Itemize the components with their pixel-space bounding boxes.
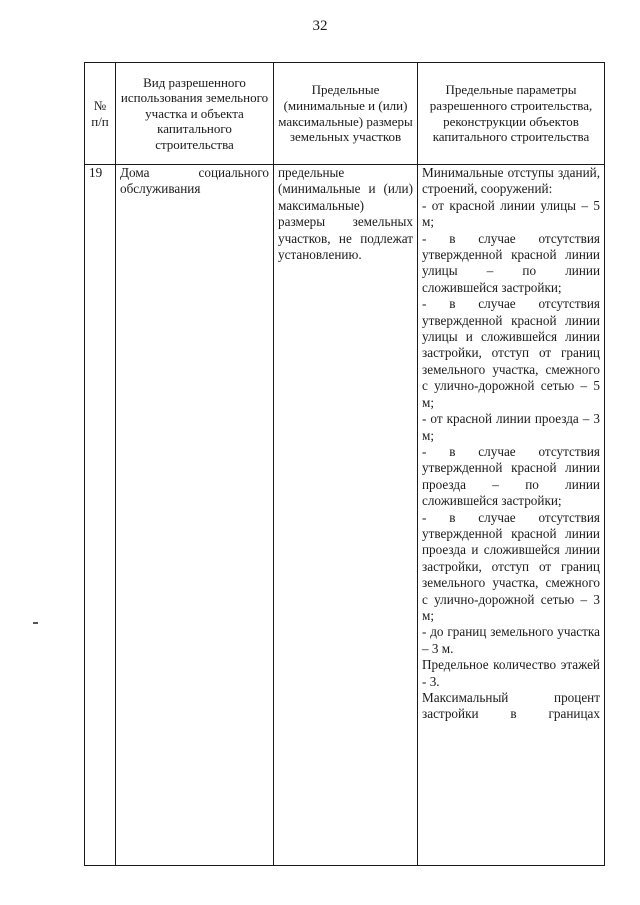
- plot-sizes-text: предельные (минимальные и (или) максимальные) размеры земельных участков, не подлежат установлению.: [278, 165, 413, 263]
- params-paragraph: - до границ земельного участка – 3 м.: [422, 624, 600, 656]
- header-number: № п/п: [85, 63, 116, 165]
- row-params: [418, 165, 605, 866]
- params-paragraph: - в случае отсутствия утвержденной красной линии улицы – по линии сложившейся застройки;: [422, 230, 600, 295]
- params-paragraph: - от красной линии проезда – 3 м;: [422, 411, 600, 443]
- header-plot-sizes: Предельные (минимальные и (или) максимальные) размеры земельных участков: [274, 63, 418, 165]
- params-paragraph: Максимальный процент застройки в границах: [422, 690, 600, 722]
- row-use-type: [116, 165, 274, 866]
- params-paragraph: - в случае отсутствия утвержденной красной линии проезда – по линии сложившейся застройки;: [422, 443, 600, 509]
- header-use-type: Вид разрешенного использования земельного участка и объекта капитального строительства: [116, 63, 274, 165]
- params-paragraph: Предельное количество этажей - 3.: [422, 657, 600, 689]
- params-paragraph: - в случае отсутствия утвержденной красной линии проезда и сложившейся линии застройки, отступ от границ земельного участка, смежного с улично-дорожной сетью – 3 м;: [422, 509, 600, 623]
- table-row: [85, 165, 605, 866]
- use-type-text: Дома социального обслуживания: [120, 165, 269, 197]
- row-number: 19: [85, 165, 116, 866]
- params-paragraph: - от красной линии улицы – 5 м;: [422, 197, 600, 230]
- params-paragraph: Минимальные отступы зданий, строений, сооружений:: [422, 165, 600, 197]
- header-params: Предельные параметры разрешенного строительства, реконструкции объектов капитального строительства: [418, 63, 605, 165]
- table-header-row: [85, 63, 605, 165]
- scan-speck: [33, 622, 38, 624]
- page-number: 32: [312, 18, 328, 34]
- params-paragraph: - в случае отсутствия утвержденной красной линии улицы и сложившейся линии застройки, отступ от границ земельного участка, смежного с улично-дорожной сетью – 5 м;: [422, 296, 600, 410]
- zoning-table: [84, 62, 605, 866]
- row-plot-sizes: [274, 165, 418, 866]
